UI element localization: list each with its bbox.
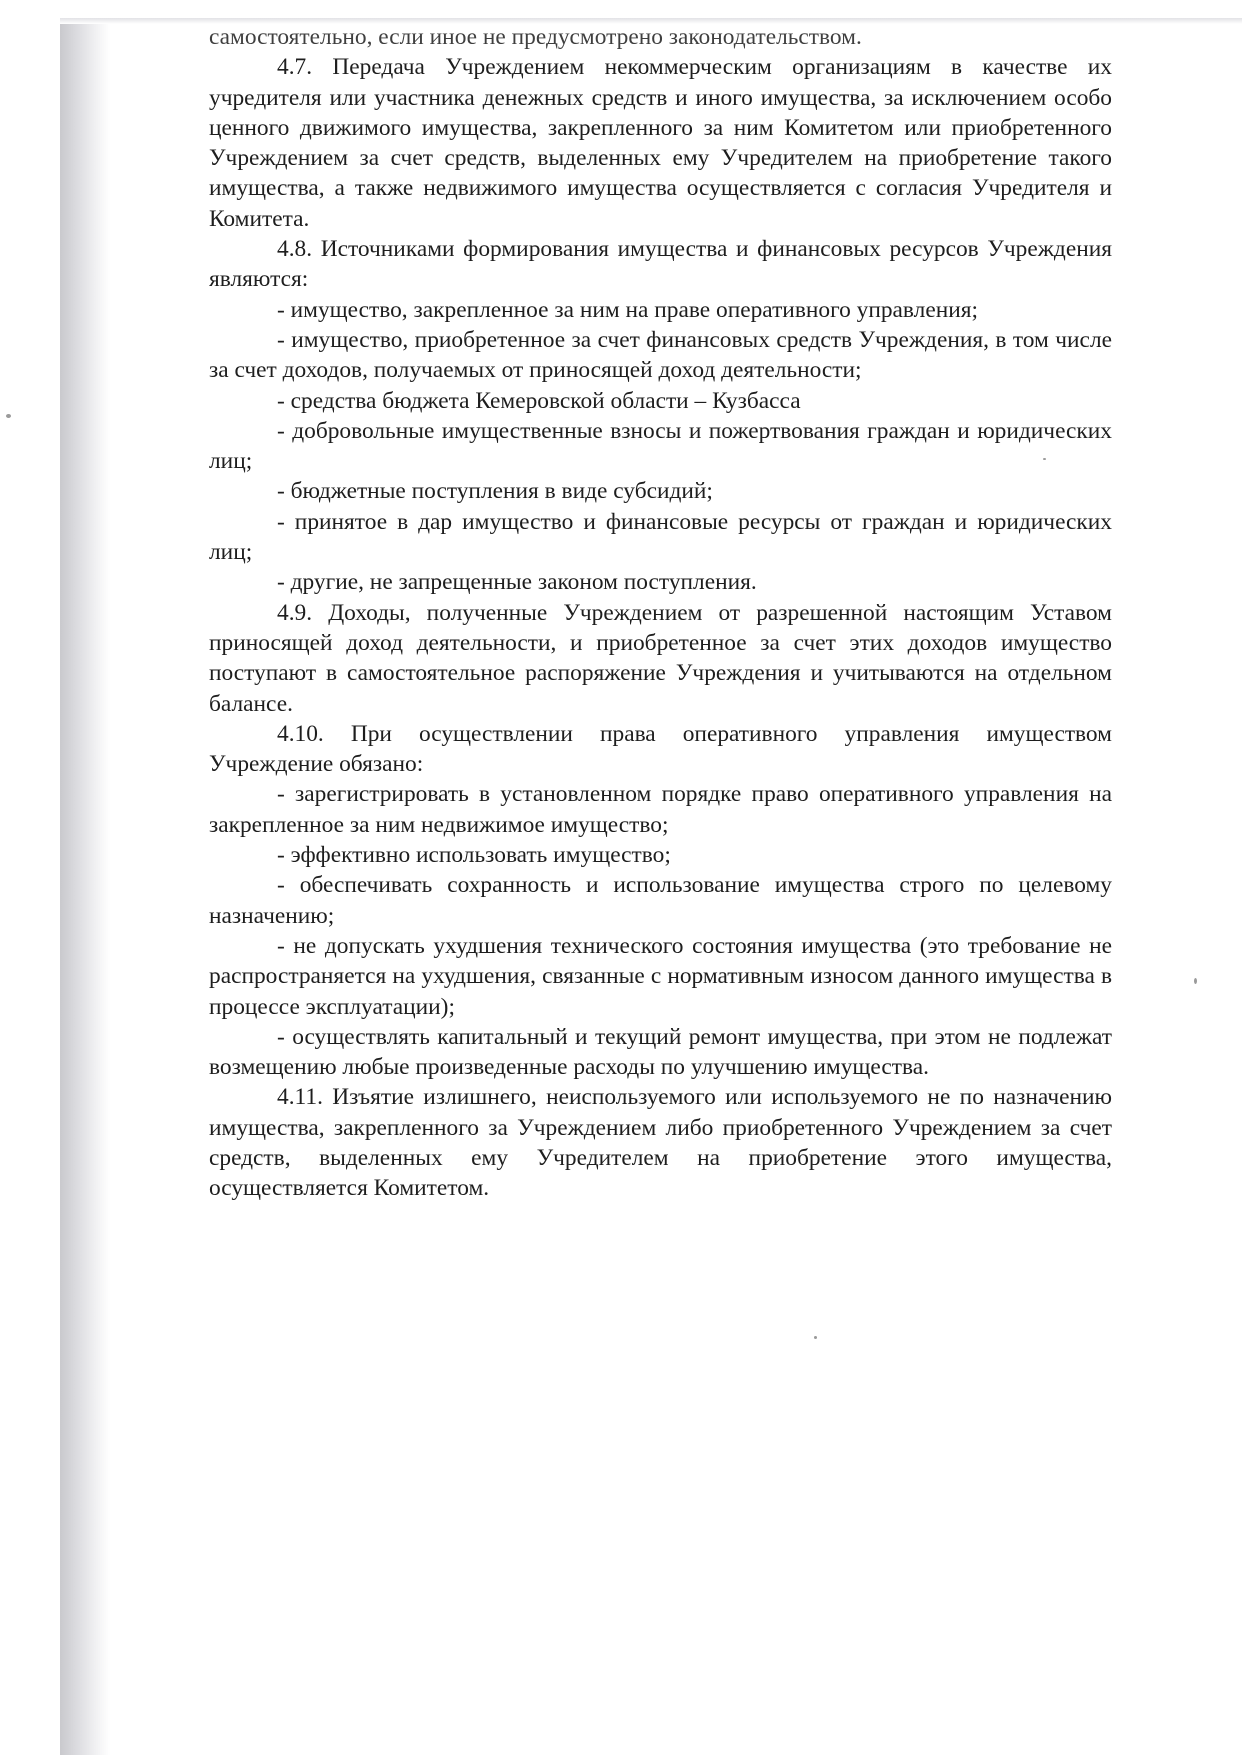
- scan-speck: [814, 1336, 817, 1339]
- list-item: - другие, не запрещенные законом поступления.: [277, 569, 757, 596]
- scan-speck: [6, 414, 11, 418]
- list-item: - эффективно использовать имущество;: [277, 842, 671, 869]
- list-item: - осуществлять капитальный и текущий ремонт имущества, при этом не подлежат возмещению любые произведенные расходы по улучшению имущества.: [209, 1023, 1112, 1081]
- paragraph-4-8: 4.8. Источниками формирования имущества и финансовых ресурсов Учреждения являются:: [209, 236, 1112, 293]
- list-item: - добровольные имущественные взносы и пожертвования граждан и юридических лиц;: [209, 417, 1112, 475]
- scan-speck: [1194, 978, 1197, 984]
- list-item: - не допускать ухудшения технического состояния имущества (это требование не распространяется на ухудшения, связанные с нормативным износом данного имущества в процессе эксплуатации);: [209, 932, 1112, 1020]
- paragraph-continuation: самостоятельно, если иное не предусмотрено законодательством.: [209, 24, 862, 50]
- list-item: - средства бюджета Кемеровской области – Кузбасса: [277, 387, 801, 414]
- paragraph-4-10: 4.10. При осуществлении права оперативного управления имуществом Учреждение обязано:: [209, 720, 1112, 778]
- list-item: - имущество, закрепленное за ним на праве оперативного управления;: [277, 296, 979, 323]
- list-item: - имущество, приобретенное за счет финансовых средств Учреждения, в том числе за счет доходов, получаемых от приносящей доход деятельности;: [209, 326, 1112, 384]
- scan-shadow-left: [60, 18, 110, 1755]
- list-item: - принятое в дар имущество и финансовые ресурсы от граждан и юридических лиц;: [209, 508, 1112, 566]
- paragraph-4-9: 4.9. Доходы, полученные Учреждением от разрешенной настоящим Уставом приносящей доход деятельности, и приобретенное за счет этих доходов имущество поступают в самостоятельное распоряжение Учреждения и учитываются на отдельном балансе.: [209, 599, 1112, 717]
- paragraph-4-11: 4.11. Изъятие излишнего, неиспользуемого или используемого не по назначению имущества, закрепленного за Учреждением либо приобретенного Учреждением за счет средств, выделенных ему Учредителем на приобретение этого имущества, осуществляется Комитетом.: [209, 1084, 1112, 1202]
- list-item: - зарегистрировать в установленном порядке право оперативного управления на закрепленное за ним недвижимое имущество;: [209, 781, 1112, 838]
- list-item: - бюджетные поступления в виде субсидий;: [277, 478, 713, 505]
- document-body: [209, 22, 1112, 1204]
- paragraph-4-7: 4.7. Передача Учреждением некоммерческим организациям в качестве их учредителя или участника денежных средств и иного имущества, за исключением особо ценного движимого имущества, закрепленного за ним Комитетом или приобретенного Учреждением за счет средств, выделенных ему Учредителем на приобретение такого имущества, а также недвижимого имущества осуществляется с согласия Учредителя и Комитета.: [209, 54, 1112, 232]
- list-item: - обеспечивать сохранность и использование имущества строго по целевому назначению;: [209, 872, 1112, 929]
